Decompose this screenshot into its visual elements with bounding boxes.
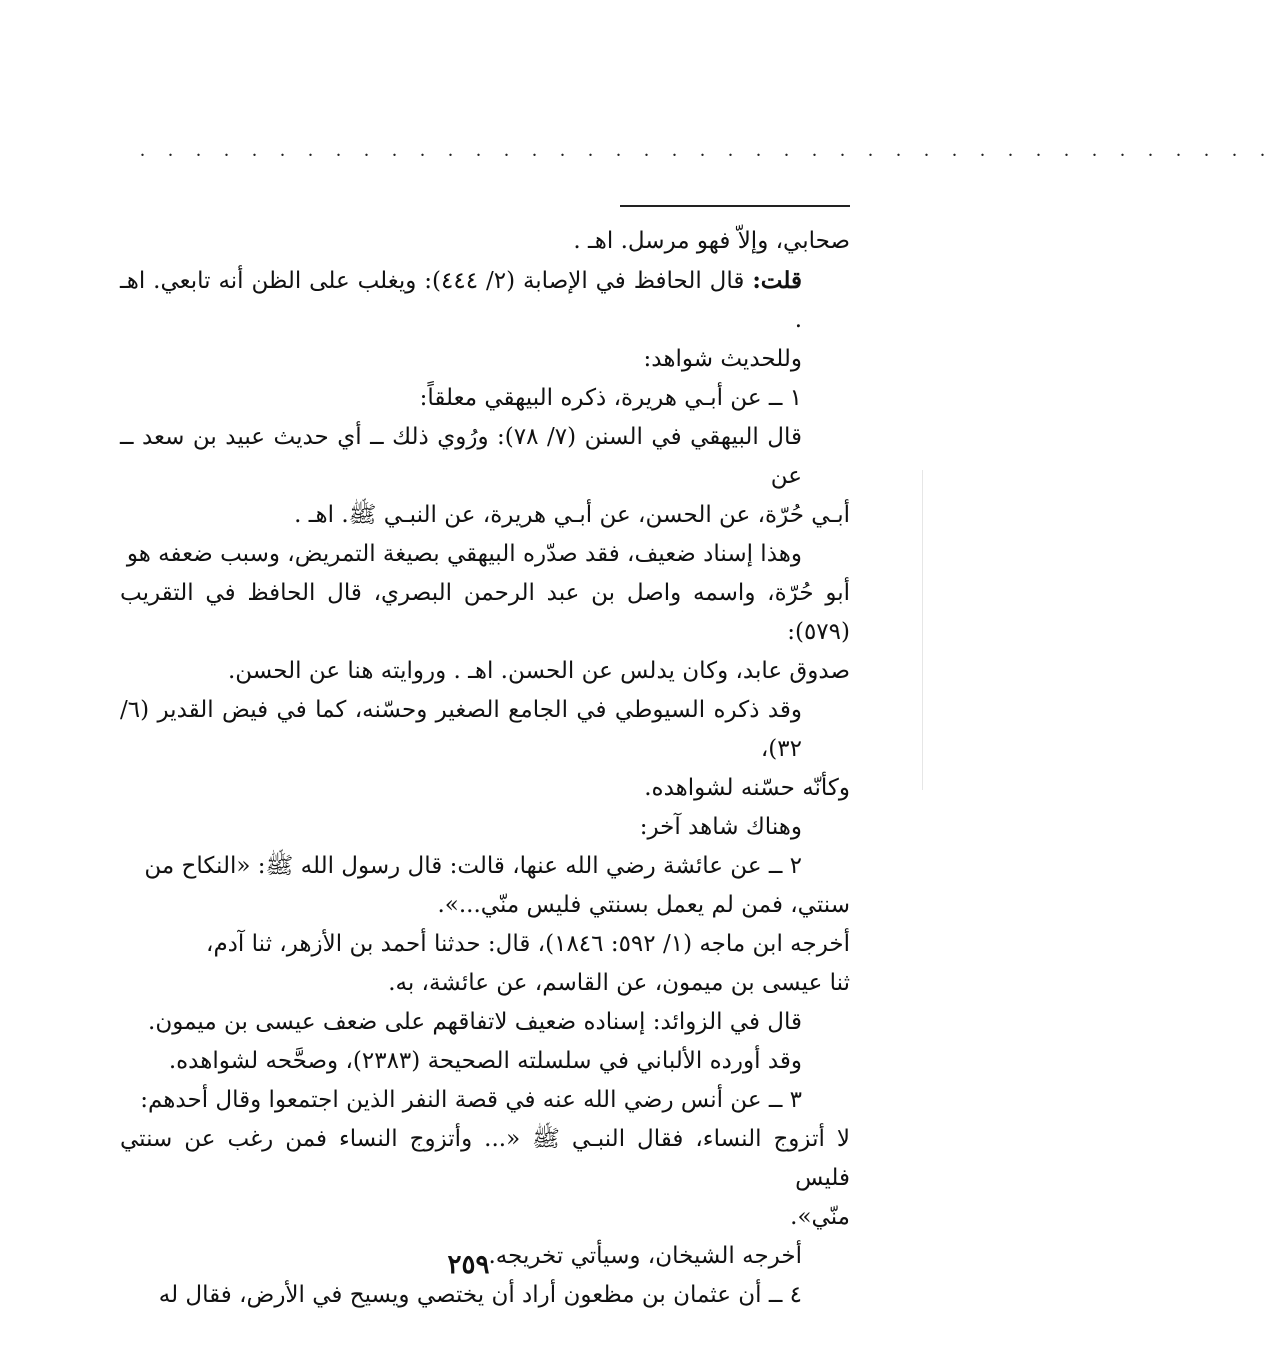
bold-label: قلت:: [752, 267, 802, 294]
text-line: وقد أورده الألباني في سلسلته الصحيحة (٢٣٨٣)، وصحَّحه لشواهده.: [168, 1048, 802, 1074]
section-heading: وللحديث شواهد:: [643, 346, 802, 372]
text-span: قال الحافظ في الإصابة (٢/ ٤٤٤): ويغلب على الظن أنه تابعي. اهـ .: [120, 268, 802, 333]
text-line: سنتي، فمن لم يعمل بسنتي فليس منّي...».: [437, 892, 850, 918]
text-line: صحابي، وإلاّ فهو مرسل. اهـ .: [573, 228, 850, 254]
text-line: وهناك شاهد آخر:: [639, 814, 802, 840]
scan-margin-shadow: [922, 470, 923, 790]
text-line: أخرجه الشيخان، وسيأتي تخريجه.: [488, 1243, 802, 1269]
text-line: وقد ذكره السيوطي في الجامع الصغير وحسّنه، كما في فيض القدير (٦/ ٣٢)،: [120, 697, 802, 762]
text-line: منّي».: [790, 1204, 850, 1230]
text-line: ٤ ــ أن عثمان بن مظعون أراد أن يختصي ويسيح في الأرض، فقال له: [158, 1282, 802, 1308]
text-line: [120, 261, 850, 340]
text-line: وكأنّه حسّنه لشواهده.: [644, 775, 850, 801]
text-line: صدوق عابد، وكان يدلس عن الحسن. اهـ . وروايته هنا عن الحسن.: [227, 658, 850, 684]
text-line: قال في الزوائد: إسناده ضعيف لاتفاقهم على ضعف عيسى بن ميمون.: [148, 1009, 802, 1035]
text-line: أخرجه ابن ماجه (١/ ٥٩٢: ١٨٤٦)، قال: حدثنا أحمد بن الأزهر، ثنا آدم،: [206, 931, 850, 957]
text-line: ثنا عيسى بن ميمون، عن القاسم، عن عائشة، به.: [388, 970, 850, 996]
page-number: ٢٥٩: [447, 1250, 490, 1280]
footnote-rule: [620, 205, 850, 207]
text-line: أبـي حُرّة، عن الحسن، عن أبـي هريرة، عن النبـي ﷺ. اهـ .: [294, 502, 850, 528]
text-line: لا أتزوج النساء، فقال النبـي ﷺ «... وأتزوج النساء فمن رغب عن سنتي فليس: [120, 1126, 850, 1191]
text-line: ٣ ــ عن أنس رضي الله عنه في قصة النفر الذين اجتمعوا وقال أحدهم:: [140, 1087, 802, 1113]
page-body: [120, 222, 850, 1315]
dotted-separator: . . . . . . . . . . . . . . . . . . . . . . . . . . . . . . . . . . . . . . . . .: [140, 139, 1274, 161]
text-line: وهذا إسناد ضعيف، فقد صدّره البيهقي بصيغة التمريض، وسبب ضعفه هو: [126, 541, 802, 567]
text-line: قال البيهقي في السنن (٧/ ٧٨): ورُوي ذلك ــ أي حديث عبيد بن سعد ــ عن: [120, 424, 802, 489]
text-line: ٢ ــ عن عائشة رضي الله عنها، قالت: قال رسول الله ﷺ: «النكاح من: [144, 853, 802, 879]
text-line: أبو حُرّة، واسمه واصل بن عبد الرحمن البصري، قال الحافظ في التقريب (٥٧٩):: [120, 580, 850, 645]
text-line: ١ ــ عن أبـي هريرة، ذكره البيهقي معلقاً:: [419, 385, 802, 411]
